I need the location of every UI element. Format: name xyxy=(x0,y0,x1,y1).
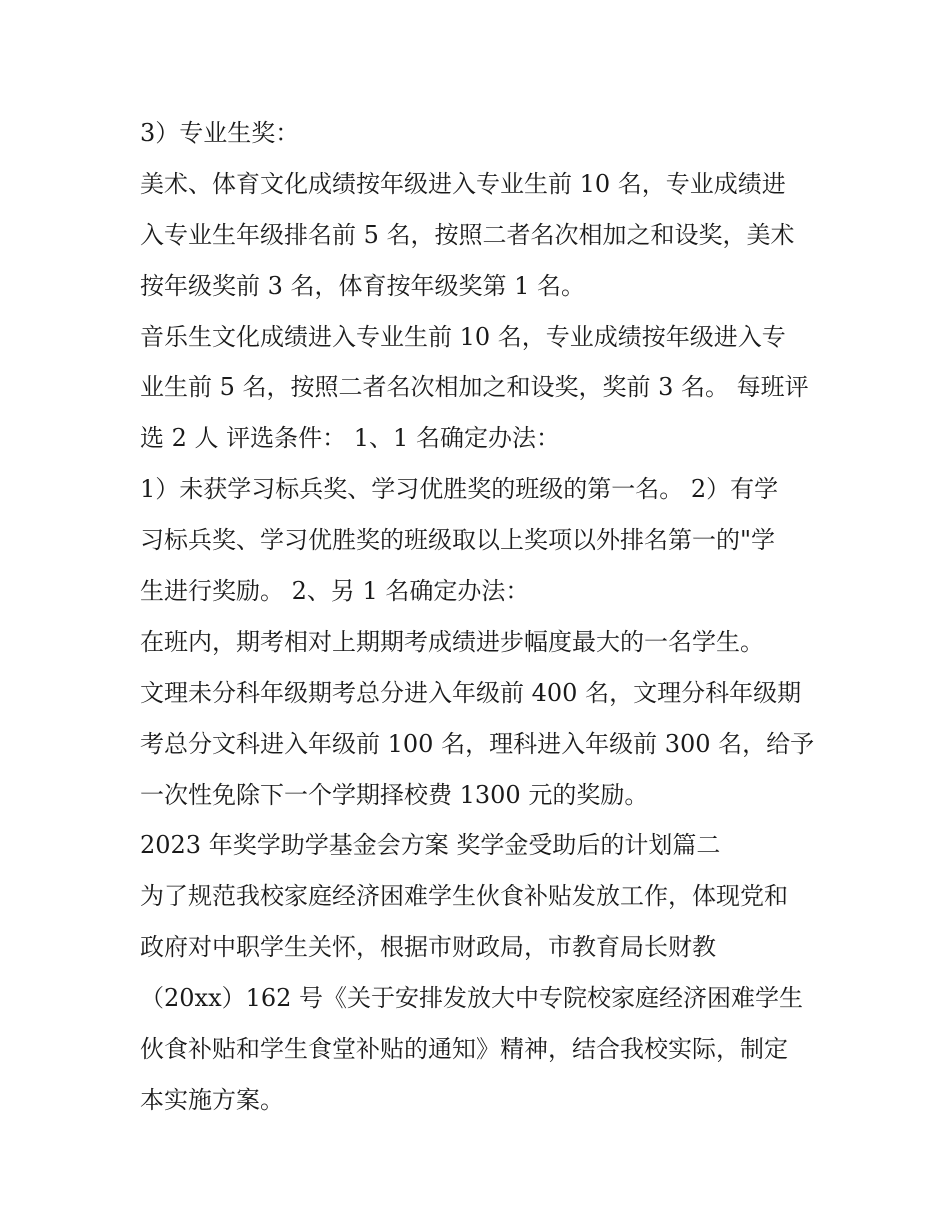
text-line: 1）未获学习标兵奖、学习优胜奖的班级的第一名。 2）有学 xyxy=(140,475,779,504)
text-line: 生进行奖励。 2、另 1 名确定办法： xyxy=(140,577,530,606)
text-line: 在班内，期考相对上期期考成绩进步幅度最大的一名学生。 xyxy=(140,627,764,656)
text-line: 业生前 5 名，按照二者名次相加之和设奖，奖前 3 名。 每班评 xyxy=(140,373,809,402)
text-line: 美术、体育文化成绩按年级进入专业生前 10 名，专业成绩进 xyxy=(140,169,786,198)
text-line: 伙食补贴和学生食堂补贴的通知》精神，结合我校实际，制定 xyxy=(140,1035,788,1064)
text-line: 选 2 人 评选条件： 1、1 名确定办法： xyxy=(140,424,560,453)
section-heading: 2023 年奖学助学基金会方案 奖学金受助后的计划篇二 xyxy=(140,831,721,860)
text-line: 习标兵奖、学习优胜奖的班级取以上奖项以外排名第一的"学 xyxy=(140,526,776,555)
text-line: 考总分文科进入年级前 100 名，理科进入年级前 300 名，给予 xyxy=(140,729,815,758)
text-line: 按年级奖前 3 名，体育按年级奖第 1 名。 xyxy=(140,271,586,300)
text-line: 文理未分科年级期考总分进入年级前 400 名，文理分科年级期 xyxy=(140,678,802,707)
text-line: 3）专业生奖： xyxy=(140,119,300,147)
text-line: 政府对中职学生关怀，根据市财政局，市教育局长财教 xyxy=(140,933,716,962)
text-line: （20xx）162 号《关于安排发放大中专院校家庭经济困难学生 xyxy=(140,984,804,1013)
text-line: 入专业生年级排名前 5 名，按照二者名次相加之和设奖，美术 xyxy=(140,220,795,249)
text-line: 本实施方案。 xyxy=(140,1085,284,1114)
text-line: 音乐生文化成绩进入专业生前 10 名，专业成绩按年级进入专 xyxy=(140,322,786,351)
text-line: 一次性免除下一个学期择校费 1300 元的奖励。 xyxy=(140,780,649,809)
text-line: 为了规范我校家庭经济困难学生伙食补贴发放工作，体现党和 xyxy=(140,882,788,911)
document-body xyxy=(140,108,820,1126)
